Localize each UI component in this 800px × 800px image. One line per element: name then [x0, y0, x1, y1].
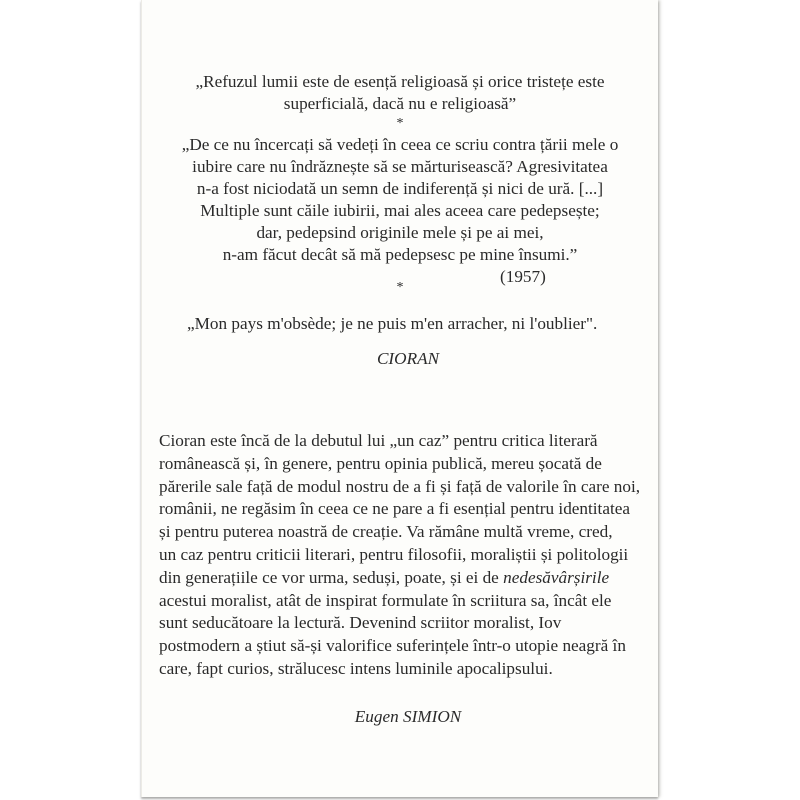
italic-word: nedesăvârșirile [503, 567, 610, 587]
paragraph-line: un caz pentru criticii literari, pentru filosofii, moraliștii și politologii [159, 544, 629, 564]
author-signature: CIORAN [376, 349, 440, 368]
paragraph-line: postmodern a știut să-și valorifice suferințele într-o utopie neagră în [159, 636, 626, 656]
paragraph-line: părerile sale față de modul nostru de a fi și față de valorile în care noi, [159, 476, 641, 496]
quote-line: superficială, dacă nu e religioasă” [283, 94, 517, 113]
quote-line: dar, pedepsind originile mele și pe ai mei, [256, 223, 544, 242]
commentary-paragraph [159, 430, 659, 681]
quote-line: iubire care nu îndrăznește să se mărturisească? Agresivitatea [192, 157, 608, 176]
quote-french: „Mon pays m'obsède; je ne puis m'en arracher, ni l'oublier". [187, 314, 598, 333]
paragraph-line: care, fapt curios, strălucesc intens luminile apocalipsului. [159, 658, 553, 678]
commentary-signature: Eugen SIMION [354, 707, 462, 726]
separator-asterisk: * [396, 280, 404, 295]
paragraph-line: românească și, în genere, pentru opinia publică, mereu șocată de [159, 453, 602, 473]
paragraph-text: din generațiile ce vor urma, seduși, poate, și ei de [159, 567, 504, 587]
quote-year: (1957) [500, 267, 546, 286]
paragraph-line: Cioran este încă de la debutul lui „un caz” pentru critica literară [159, 431, 598, 450]
quote-love-of-country [0, 134, 800, 266]
quote-line: n-am făcut decât să mă pedepsesc pe mine însumi.” [222, 245, 578, 264]
paragraph-line: sunt seducătoare la lectură. Devenind scriitor moralist, Iov [159, 613, 562, 633]
paragraph-line: acestui moralist, atât de inspirat formulate în scriitura sa, încât ele [159, 590, 612, 610]
quote-religious-refusal [0, 71, 800, 115]
quote-line: „De ce nu încercați să vedeți în ceea ce scriu contra țării mele o [181, 135, 619, 154]
paragraph-line: românii, ne regăsim în ceea ce ne pare a fi esențial pentru identitatea [159, 499, 630, 519]
quote-line: n-a fost niciodată un semn de indiferență și nici de ură. [...] [196, 179, 604, 198]
paragraph-line: și pentru puterea noastră de creație. Va rămâne multă vreme, cred, [159, 522, 613, 542]
quote-line: Multiple sunt căile iubirii, mai ales aceea care pedepsește; [200, 201, 600, 220]
separator-asterisk: * [396, 116, 404, 131]
quote-line: „Refuzul lumii este de esență religioasă și orice tristețe este [195, 72, 605, 91]
paragraph-line [159, 567, 659, 590]
